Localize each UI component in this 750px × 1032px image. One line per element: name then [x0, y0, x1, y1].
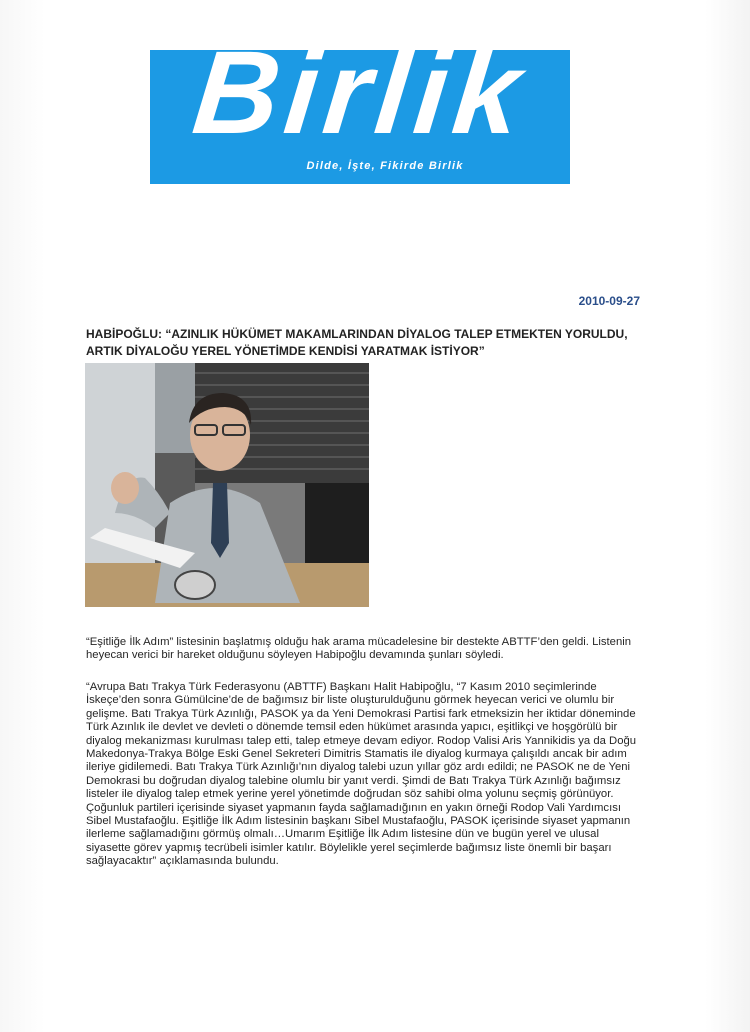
newspaper-masthead [150, 27, 570, 184]
article-photo [85, 363, 369, 607]
newspaper-slogan: Dilde, İşte, Fikirde Birlik [306, 160, 464, 172]
speaker-photo-illustration [85, 363, 369, 607]
article-date: 2010-09-27 [578, 294, 640, 308]
article-paragraph-2: “Avrupa Batı Trakya Türk Federasyonu (ABTTF) Başkanı Halit Habipoğlu, “7 Kasım 2010 seçimlerinde İskeçe’den sonra Gümülcine’de de bağımsız bir liste oluşturulduğunu görmek heyecan verici ve olumlu bir gelişme. Batı Trakya Türk Azınlığı, PASOK ya da Yeni Demokrasi Partisi fark etmeksizin her iktidar döneminde Türk Azınlık ile devlet ve devleti o dönemde temsil eden hükümet arasında yapıcı, eşitlikçi ve hoşgörülü bir diyalog mekanizması kurulması talep etti, talep etmeye devam ediyor. Rodop Valisi Aris Yannikidis ya da Doğu Makedonya-Trakya Bölge Eski Genel Sekreteri Dimitris Stamatis ile diyalog kurmaya çalışıldı ancak bir adım ileriye gidilemedi. Batı Trakya Türk Azınlığı’nın diyalog talebi uzun yıllar göz ardı edildi; ne PASOK ne de Yeni Demokrasi bu doğrudan diyalog talebine olumlu bir yanıt verdi. Şimdi de Batı Trakya Türk Azınlığı bağımsız listeler ile diyalog talep etmek yerine yerel yönetimde doğrudan söz sahibi olma yolunu seçmiş görünüyor. Çoğunluk partileri içerisinde siyaset yapmanın fayda sağlamadığının en yakın örneği Rodop Vali Yardımcısı Sibel Mustafaoğlu. Eşitliğe İlk Adım listesinin başkanı Sibel Mustafaoğlu, PASOK içerisinde siyaset yapmanın ilerleme sağlamadığını görmüş olmalı…Umarım Eşitliğe İlk Adım listesine dün ve bugün yerel ve ulusal siyasette görev yapmış tecrübeli isimler katılır. Böylelikle yerel seçimlerde bağımsız liste önemli bir başarı sağlayacaktır” açıklamasında bulundu. [86, 681, 637, 868]
article-headline: HABİPOĞLU: “AZINLIK HÜKÜMET MAKAMLARINDAN DİYALOG TALEP ETMEKTEN YORULDU, ARTIK DİYALOĞU YEREL YÖNETİMDE KENDİSİ YARATMAK İSTİYOR” [86, 327, 628, 358]
newspaper-logo-title: Birlik [187, 27, 533, 159]
article-paragraph-1: “Eşitliğe İlk Adım” listesinin başlatmış olduğu hak arama mücadelesine bir destekte ABTTF’den geldi. Listenin heyecan verici bir hareket olduğunu söyleyen Habipoğlu devamında şunları söyledi. [86, 636, 632, 662]
